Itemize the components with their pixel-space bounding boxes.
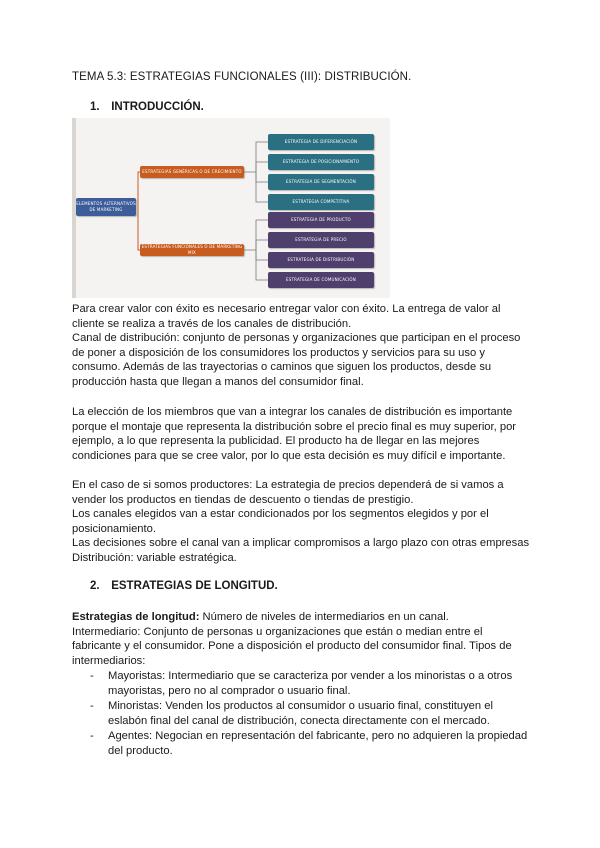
section-heading-introduccion	[90, 101, 204, 113]
section-title: INTRODUCCIÓN.	[111, 101, 204, 113]
strategy-diagram	[72, 118, 390, 298]
section-number: 1.	[90, 101, 100, 113]
term-label: Estrategias de longitud:	[72, 611, 200, 623]
dash-bullet: -	[90, 670, 94, 682]
list-item	[72, 729, 532, 758]
diagram-node: ESTRATEGIA DE SEGMENTACIÓN	[268, 174, 374, 190]
diagram-branch-genericas: ESTRATEGIAS GENÉRICAS O DE CRECIMIENTO	[140, 166, 244, 178]
paragraph	[72, 610, 532, 625]
dash-bullet: -	[90, 730, 94, 743]
paragraph: La elección de los miembros que van a integrar los canales de distribución es importante porque el montaje que representa la distribución sobre el precio final es muy superior, por ejemplo, a lo que representa la publicidad. El producto ha de llegar en las mejores condiciones para que se cree valor, por lo que esta decisión es muy difícil e importante.	[72, 406, 517, 462]
intermediary-types-list	[72, 669, 532, 760]
paragraph: Los canales elegidos van a estar condicionados por los segmentos elegidos y por el posicionamiento.	[72, 508, 489, 535]
diagram-node: ESTRATEGIA DE DIFERENCIACIÓN	[268, 134, 374, 150]
section-number: 2.	[90, 580, 100, 592]
term-definition: Número de niveles de intermediarios en un canal.	[199, 611, 449, 623]
paragraph: Distribución: variable estratégica.	[72, 551, 237, 564]
diagram-branch-funcionales: ESTRATEGIAS FUNCIONALES O DE MARKETING MIX	[141, 244, 243, 255]
diagram-node: ESTRATEGIA DE PRODUCTO	[268, 212, 374, 228]
intro-block-2	[72, 405, 532, 463]
diagram-root-box: ELEMENTOS ALTERNATIVOS DE MARKETING	[76, 198, 136, 216]
document-title: TEMA 5.3: ESTRATEGIAS FUNCIONALES (III): DISTRIBUCIÓN.	[72, 71, 412, 83]
paragraph: En el caso de si somos productores: La estrategia de precios dependerá de si vamos a vender los productos en tiendas de descuento o tiendas de prestigio.	[72, 479, 504, 506]
list-item	[72, 699, 532, 728]
intro-block-3	[72, 478, 532, 566]
diagram-node: ESTRATEGIA DE COMUNICACIÓN	[268, 272, 374, 288]
section-title: ESTRATEGIAS DE LONGITUD.	[111, 580, 278, 592]
longitud-block	[72, 610, 532, 668]
list-item-text: Minoristas: Venden los productos al consumidor o usuario final, constituyen el eslabón final del canal de distribución, conecta directamente con el mercado.	[108, 700, 493, 727]
diagram-node: ESTRATEGIA DE POSICIONAMIENTO	[268, 154, 374, 170]
list-item	[72, 669, 532, 698]
paragraph: Intermediario: Conjunto de personas u organizaciones que están o median entre el fabricante y el consumidor. Pone a disposición el producto del consumidor final. Tipos de intermediarios:	[72, 625, 512, 667]
list-item-text: Agentes: Negocian en representación del fabricante, pero no adquieren la propiedad del producto.	[108, 730, 528, 757]
diagram-node: ESTRATEGIA DE PRECIO	[268, 232, 374, 248]
diagram-node: ESTRATEGIA DE DISTRIBUCIÓN	[268, 252, 374, 268]
intro-block-1	[72, 302, 532, 390]
section-heading-longitud	[90, 580, 278, 592]
paragraph: Las decisiones sobre el canal van a implicar compromisos a largo plazo con otras empresas	[72, 537, 530, 550]
list-item-text: Mayoristas: Intermediario que se caracteriza por vender a los minoristas o a otros mayoristas, pero no al comprador o usuario final.	[108, 670, 513, 697]
paragraph: Canal de distribución: conjunto de personas y organizaciones que participan en el proceso de poner a disposición de los consumidores los productos y servicios para su uso y consumo. Además de las trayectorias o caminos que siguen los productos, desde su producción hasta que llegan a manos del consumidor final.	[72, 332, 521, 388]
dash-bullet: -	[90, 700, 94, 713]
diagram-node: ESTRATEGIA COMPETITIVA	[268, 194, 374, 210]
paragraph: Para crear valor con éxito es necesario entregar valor con éxito. La entrega de valor al cliente se realiza a través de los canales de distribución.	[72, 303, 501, 330]
